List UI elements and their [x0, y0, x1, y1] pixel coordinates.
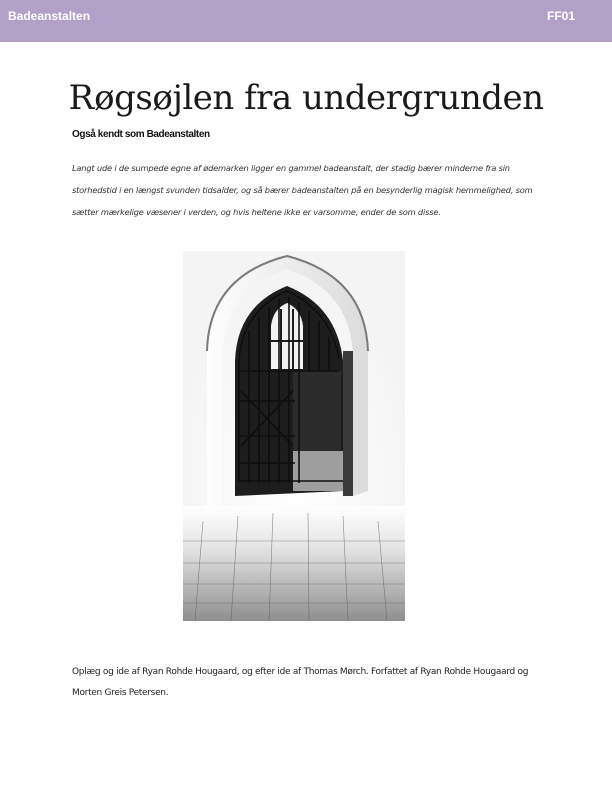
header-title: Badeanstalten	[8, 9, 91, 23]
credits-paragraph: Oplæg og ide af Ryan Rohde Hougaard, og efter ide af Thomas Mørch. Forfattet af Ryan Rohde Hougaard og Morten Greis Petersen.	[72, 667, 529, 698]
header-bar	[0, 0, 612, 42]
page-title: Røgsøjlen fra undergrunden	[68, 78, 544, 118]
gothic-arched-gate-photo	[183, 251, 405, 621]
intro-paragraph: Langt ude i de sumpede egne af ødemarken ligger en gammel badeanstalt, der stadig bærer minderne fra sin storhedstid i en længst svunden tidsalder, og så bærer badeanstalten på en besynderlig magisk hemmelighed, som sætter mærkelige væsener i verden, og hvis heltene ikke er varsomme, ender de som disse.	[72, 163, 533, 217]
header-code: FF01	[546, 9, 575, 23]
page-subtitle: Også kendt som Badeanstalten	[72, 129, 210, 140]
